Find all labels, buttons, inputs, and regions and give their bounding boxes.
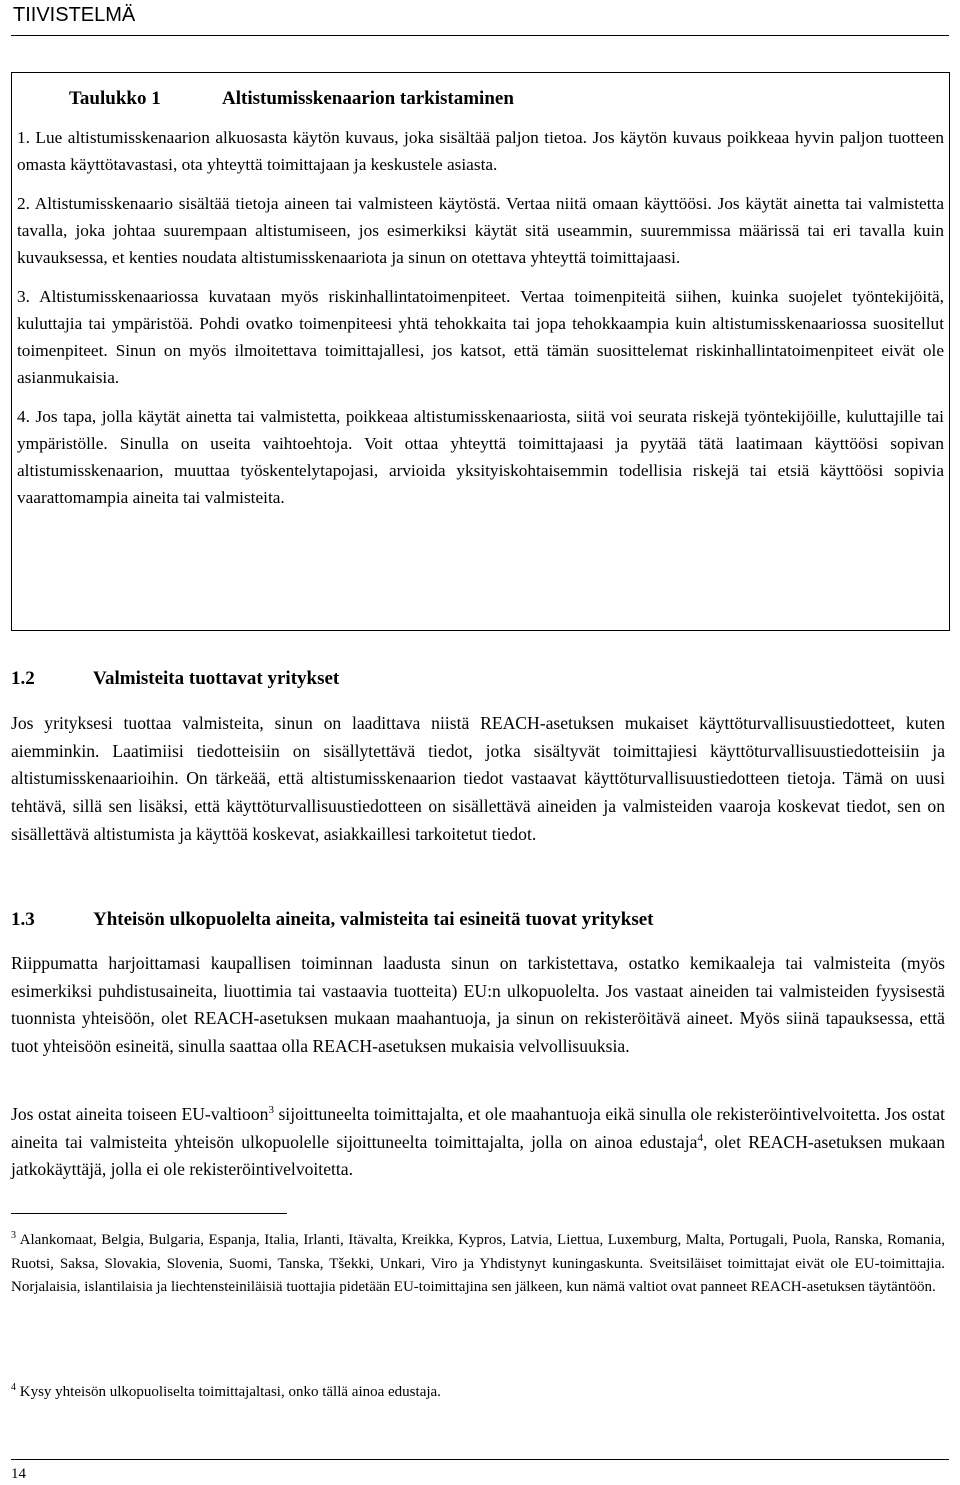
table-item-4: 4. Jos tapa, jolla käytät ainetta tai valmistetta, poikkeaa altistumisskenaariosta, siitä voi seurata riskejä työntekijöille, kuluttajille tai ympäristölle. Sinulla on useita vaihtoehtoja. Voit ottaa yhteyttä toimittajaasi ja pyytää tätä laatimaan käyttöösi sopivan altistumisskenaarion, muuttaa työskentelytapojasi, arvioida yksityiskohtaisemmin todellisia riskejä tai etsiä käyttöösi sopivia vaarattomampia aineita tai valmisteita. (17, 407, 944, 507)
paragraph-2-part-b: sijoittuneelta toimittajalta, et ole maahantuoja eikä sinulla ole rekisteröintivelvoitetta. Jos ostat aineita tai valmisteita yhteisön ulkopuolelle sijoittuneelta toimittajalta, jolla on ainoa edustaja (11, 1104, 945, 1152)
table-caption-title: Altistumisskenaarion tarkistaminen (222, 88, 514, 109)
footnote-4-marker: 4 (11, 1382, 16, 1393)
footnote-4-text: Kysy yhteisön ulkopuoliselta toimittajaltasi, onko tällä ainoa edustaja. (16, 1384, 441, 1400)
footnote-ref-4[interactable]: 4 (697, 1131, 703, 1144)
table-item-1: 1. Lue altistumisskenaarion alkuosasta käytön kuvaus, joka sisältää paljon tietoa. Jos käytön kuvaus poikkeaa hyvin paljon tuotteen omasta käyttötavastasi, ota yhteyttä toimittajaan ja keskustele asiasta. (17, 128, 944, 174)
table-caption (69, 87, 944, 111)
header-divider (11, 35, 949, 36)
footnote-3-text: Alankomaat, Belgia, Bulgaria, Espanja, Italia, Irlanti, Itävalta, Kreikka, Kypros, Latvia, Liettua, Luxemburg, Malta, Portugali, Puola, Ranska, Romania, Ruotsi, Saksa, Slovakia, Slovenia, Suomi, Tanska, Tšekki, Unkari, Viro ja Yhdistynyt kuningaskunta. Sveitsiläiset toimittajat eivät ole EU-toimittajia. Norjalaisia, islantilaisia ja liechtensteiniläisiä tuottajia pidetään EU-toimittajina sen jälkeen, kun nämä valtiot ovat panneet REACH-asetuksen täytäntöön. (11, 1232, 945, 1295)
section-1-3-heading (11, 908, 653, 932)
footnote-separator (11, 1213, 287, 1214)
section-1-3-title: Yhteisön ulkopuolelta aineita, valmisteita tai esineitä tuovat yritykset (93, 909, 654, 930)
paragraph-2-part-c: , olet REACH-asetuksen mukaan jatkokäyttäjä, jolla ei ole rekisteröintivelvoitetta. (11, 1131, 946, 1180)
section-1-2-paragraph: Jos yrityksesi tuottaa valmisteita, sinun on laadittava niistä REACH-asetuksen mukaiset käyttöturvallisuustiedotteet, kuten aiemminkin. Laatimiisi tiedotteisiin on sisällytettävä tiedot, jotka sisältyvät toimittajiesi käyttöturvallisuustiedotteisiin ja altistumisskenaarioihin. On tärkeää, että altistumisskenaarion tiedot vastaavat käyttöturvallisuustiedotteen tietoja. Tämä on uusi tehtävä, sillä sen lisäksi, että käyttöturvallisuustiedotteen on sisällettävä aineiden ja valmisteiden vaaroja koskevat tiedot, sen on sisällettävä altistumista ja käyttöä koskevat, asiakkaillesi tarkoitetut tiedot. (11, 713, 945, 844)
table-item-2: 2. Altistumisskenaario sisältää tietoja aineen tai valmisteen käytöstä. Vertaa niitä omaan käyttöösi. Jos käytät ainetta tai valmistetta tavalla, joka johtaa suurempaan altistumiseen, jos esimerkiksi käytät sitä useammin, suuremmissa määrissä tai eri tavalla kuin kuvauksessa, et kenties noudata altistumisskenaariota ja sinun on otettava yhteyttä toimittajaasi. (17, 194, 944, 267)
section-1-3-paragraph-2 (11, 1101, 945, 1184)
section-1-3-number: 1.3 (11, 909, 35, 930)
footer-divider (11, 1459, 949, 1460)
footnote-ref-3[interactable]: 3 (268, 1104, 274, 1117)
running-header-title: TIIVISTELMÄ (13, 4, 136, 26)
page-number: 14 (11, 1466, 26, 1482)
footnote-3 (11, 1229, 945, 1300)
table-item-3: 3. Altistumisskenaariossa kuvataan myös riskinhallintatoimenpiteet. Vertaa toimenpiteitä siihen, kuinka suojelet työntekijöitä, kuluttajia tai ympäristöä. Pohdi ovatko toimenpiteesi yhtä tehokkaita tai jopa tehokkaampia kuin altistumisskenaariossa suositellut toimenpiteet. Sinun on myös ilmoitettava toimittajallesi, jos katsot, että tämän suosittelemat riskinhallintatoimenpiteet eivät ole asianmukaisia. (17, 287, 944, 387)
section-1-2-title: Valmisteita tuottavat yritykset (93, 668, 340, 689)
section-1-3-paragraph-1: Riippumatta harjoittamasi kaupallisen toiminnan laadusta sinun on tarkistettava, ostatko kemikaaleja tai valmisteita (myös esimerkiksi puhdistusaineita, liuottimia tai vastaavia tuotteita) EU:n ulkopuolelta. Jos vastaat aineiden tai valmisteiden fyysisestä tuonnista yhteisöön, olet REACH-asetuksen mukaan maahantuoja, ja sinun on rekisteröitävä aineet. Myös siinä tapauksessa, että tuot yhteisöön esineitä, sinulla saattaa olla REACH-asetuksen mukaisia velvollisuuksia. (11, 953, 945, 1057)
paragraph-2-part-a: Jos ostat aineita toiseen EU-valtioon (11, 1104, 269, 1124)
section-1-2-number: 1.2 (11, 668, 35, 689)
section-1-2-heading (11, 667, 339, 691)
footnote-3-marker: 3 (11, 1230, 16, 1241)
table-caption-label: Taulukko 1 (69, 88, 161, 109)
table-1-box (11, 72, 950, 631)
footnote-4 (11, 1381, 945, 1405)
